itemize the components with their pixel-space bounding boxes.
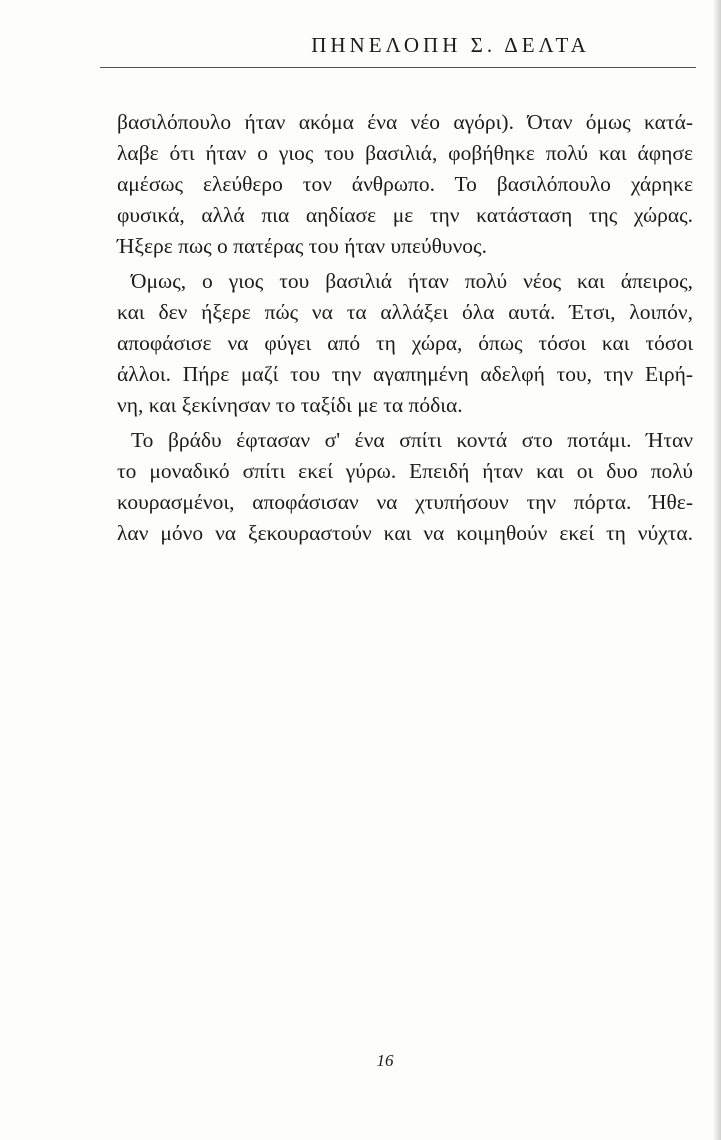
text-line: αποφάσισε να φύγει από τη χώρα, όπως τόσοι και τόσοι <box>117 331 693 355</box>
paragraph-3 <box>117 425 693 549</box>
running-header: ΠΗΝΕΛΟΠΗ Σ. ΔΕΛΤΑ <box>311 33 590 57</box>
text-line: το μοναδικό σπίτι εκεί γύρω. Επειδή ήταν και οι δυο πολύ <box>117 459 693 483</box>
paragraph-2 <box>117 266 693 421</box>
body-text <box>117 107 693 553</box>
paragraph-1 <box>117 107 693 262</box>
text-line: Ήξερε πως ο πατέρας του ήταν υπεύθυνος. <box>117 234 487 258</box>
text-line: Όμως, ο γιος του βασιλιά ήταν πολύ νέος και άπειρος, <box>131 269 693 293</box>
text-line: λαβε ότι ήταν ο γιος του βασιλιά, φοβήθηκε πολύ και άφησε <box>117 141 693 165</box>
text-line: βασιλόπουλο ήταν ακόμα ένα νέο αγόρι). Όταν όμως κατά- <box>117 110 693 134</box>
header-rule <box>100 67 696 68</box>
text-line: αμέσως ελεύθερο τον άνθρωπο. Το βασιλόπουλο χάρηκε <box>117 172 693 196</box>
text-line: Το βράδυ έφτασαν σ' ένα σπίτι κοντά στο ποτάμι. Ήταν <box>131 428 693 452</box>
text-line: άλλοι. Πήρε μαζί του την αγαπημένη αδελφή του, την Ειρή- <box>117 362 693 386</box>
text-line: φυσικά, αλλά πια αηδίασε με την κατάσταση της χώρας. <box>117 203 693 227</box>
text-line: νη, και ξεκίνησαν το ταξίδι με τα πόδια. <box>117 393 463 417</box>
text-line: και δεν ήξερε πώς να τα αλλάξει όλα αυτά. Έτσι, λοιπόν, <box>117 300 693 324</box>
page-number: 16 <box>376 1051 394 1070</box>
text-line: κουρασμένοι, αποφάσισαν να χτυπήσουν την πόρτα. Ήθε- <box>117 490 693 514</box>
text-line: λαν μόνο να ξεκουραστούν και να κοιμηθούν εκεί τη νύχτα. <box>117 521 693 545</box>
page-edge-shadow <box>713 0 721 1140</box>
